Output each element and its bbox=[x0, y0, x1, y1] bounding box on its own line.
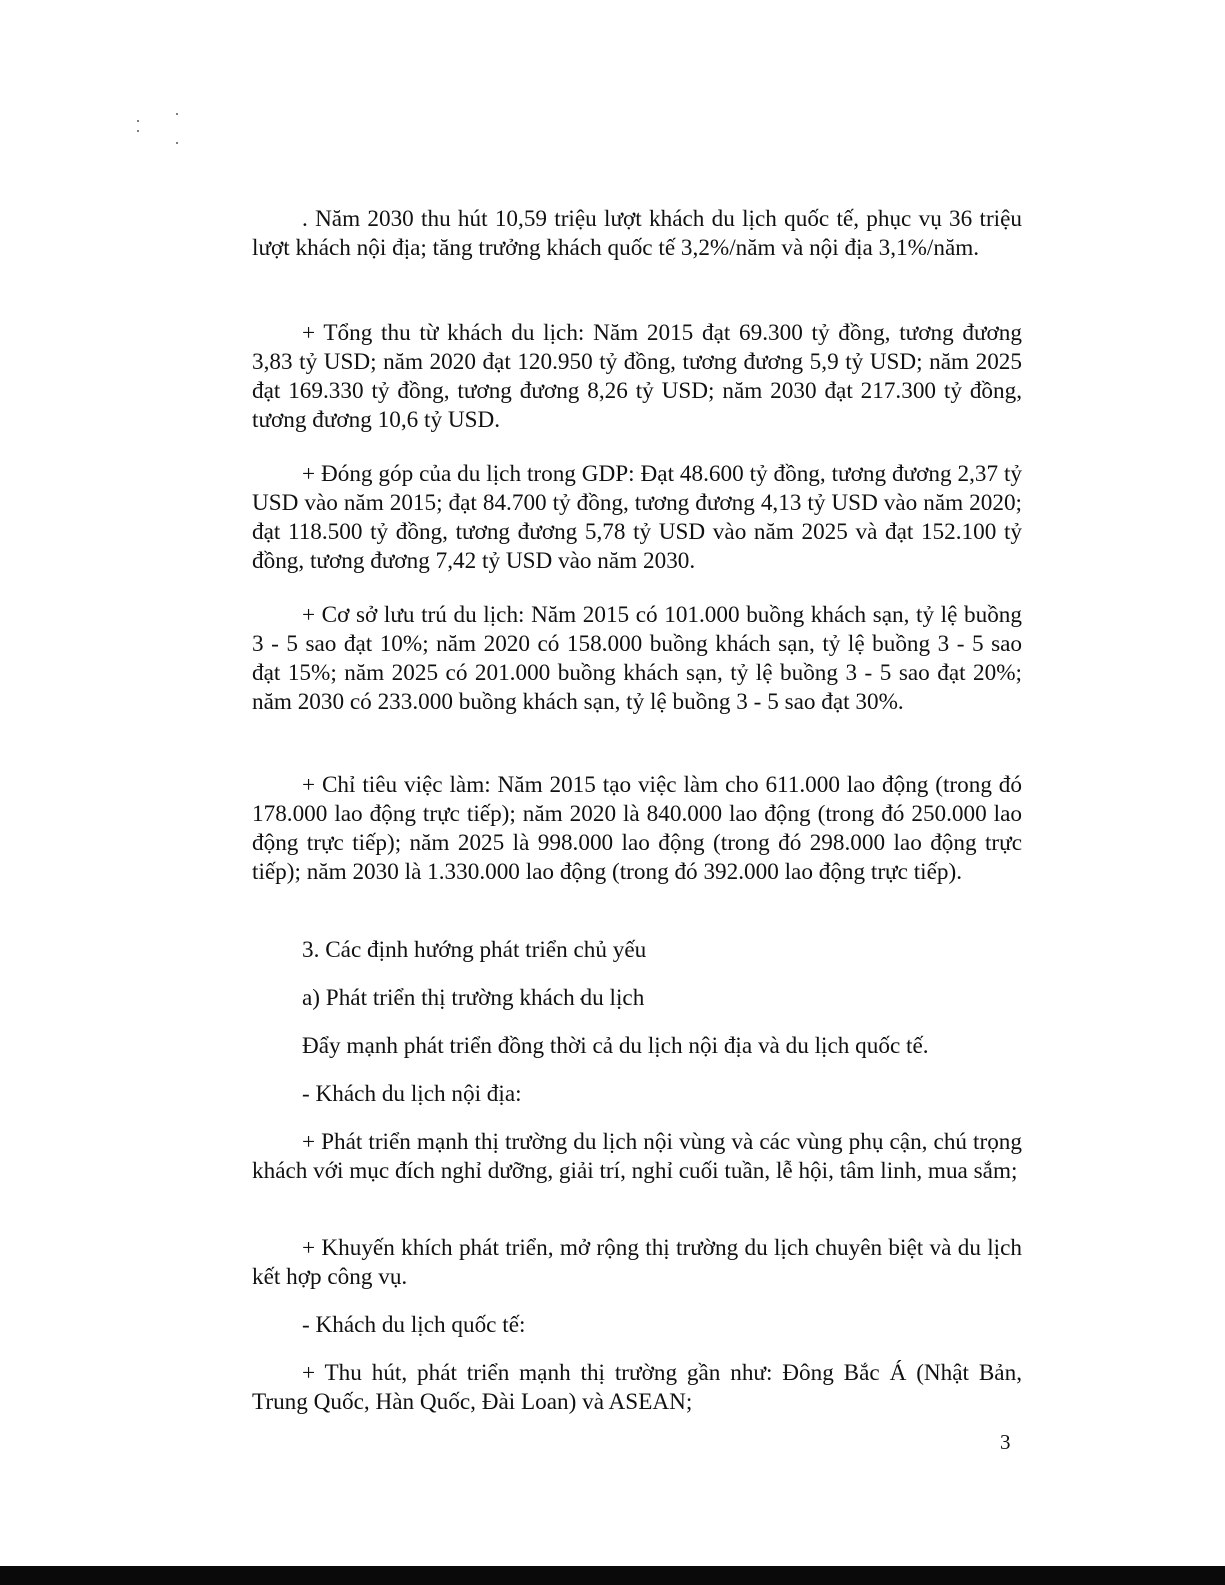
subsection-heading-market: a) Phát triển thị trường khách du lịch bbox=[302, 985, 645, 1011]
paragraph-international-visitors-heading: - Khách du lịch quốc tế: bbox=[302, 1312, 526, 1338]
section-heading-orientations: 3. Các định hướng phát triển chủ yếu bbox=[302, 937, 647, 963]
scan-speck bbox=[176, 113, 178, 115]
paragraph-gdp-contribution: + Đóng góp của du lịch trong GDP: Đạt 48.600 tỷ đồng, tương đương 2,37 tỷ USD vào năm 2015; đạt 84.700 tỷ đồng, tương đương 4,13 tỷ USD vào năm 2020; đạt 118.500 tỷ đồng, tương đương 5,78 tỷ USD vào năm 2025 và đạt 152.100 tỷ đồng, tương đương 7,42 tỷ USD vào năm 2030. bbox=[252, 461, 1022, 574]
document-body bbox=[252, 205, 1022, 1417]
paragraph-domestic-visitors-heading: - Khách du lịch nội địa: bbox=[302, 1081, 522, 1107]
paragraph-nearby-markets: + Thu hút, phát triển mạnh thị trường gần như: Đông Bắc Á (Nhật Bản, Trung Quốc, Hàn Quốc, Đài Loan) và ASEAN; bbox=[252, 1360, 1022, 1415]
scan-speck bbox=[137, 130, 139, 132]
paragraph-accommodation: + Cơ sở lưu trú du lịch: Năm 2015 có 101.000 buồng khách sạn, tỷ lệ buồng 3 - 5 sao đạt 10%; năm 2020 có 158.000 buồng khách sạn, tỷ lệ buồng 3 - 5 sao đạt 15%; năm 2025 có 201.000 buồng khách sạn, tỷ lệ buồng 3 - 5 sao đạt 20%; năm 2030 có 233.000 buồng khách sạn, tỷ lệ buồng 3 - 5 sao đạt 30%. bbox=[252, 602, 1022, 715]
paragraph-promote-tourism: Đẩy mạnh phát triển đồng thời cả du lịch nội địa và du lịch quốc tế. bbox=[302, 1033, 929, 1059]
paragraph-employment: + Chỉ tiêu việc làm: Năm 2015 tạo việc làm cho 611.000 lao động (trong đó 178.000 lao động trực tiếp); năm 2020 là 840.000 lao động (trong đó 250.000 lao động trực tiếp); năm 2025 là 998.000 lao động (trong đó 298.000 lao động trực tiếp); năm 2030 là 1.330.000 lao động (trong đó 392.000 lao động trực tiếp). bbox=[252, 772, 1022, 885]
scan-speck bbox=[176, 142, 178, 144]
scan-speck bbox=[137, 120, 139, 122]
paragraph-international-visitors-2030: . Năm 2030 thu hút 10,59 triệu lượt khách du lịch quốc tế, phục vụ 36 triệu lượt khách nội địa; tăng trưởng khách quốc tế 3,2%/năm và nội địa 3,1%/năm. bbox=[252, 206, 1022, 261]
paragraph-domestic-market: + Phát triển mạnh thị trường du lịch nội vùng và các vùng phụ cận, chú trọng khách với mục đích nghỉ dưỡng, giải trí, nghỉ cuối tuần, lễ hội, tâm linh, mua sắm; bbox=[252, 1129, 1022, 1184]
scan-bottom-edge bbox=[0, 1566, 1225, 1585]
paragraph-total-revenue: + Tổng thu từ khách du lịch: Năm 2015 đạt 69.300 tỷ đồng, tương đương 3,83 tỷ USD; năm 2020 đạt 120.950 tỷ đồng, tương đương 5,9 tỷ USD; năm 2025 đạt 169.330 tỷ đồng, tương đương 8,26 tỷ USD; năm 2030 đạt 217.300 tỷ đồng, tương đương 10,6 tỷ USD. bbox=[252, 320, 1022, 433]
paragraph-specialized-market: + Khuyến khích phát triển, mở rộng thị trường du lịch chuyên biệt và du lịch kết hợp công vụ. bbox=[252, 1235, 1022, 1290]
page-number: 3 bbox=[1000, 1430, 1011, 1454]
